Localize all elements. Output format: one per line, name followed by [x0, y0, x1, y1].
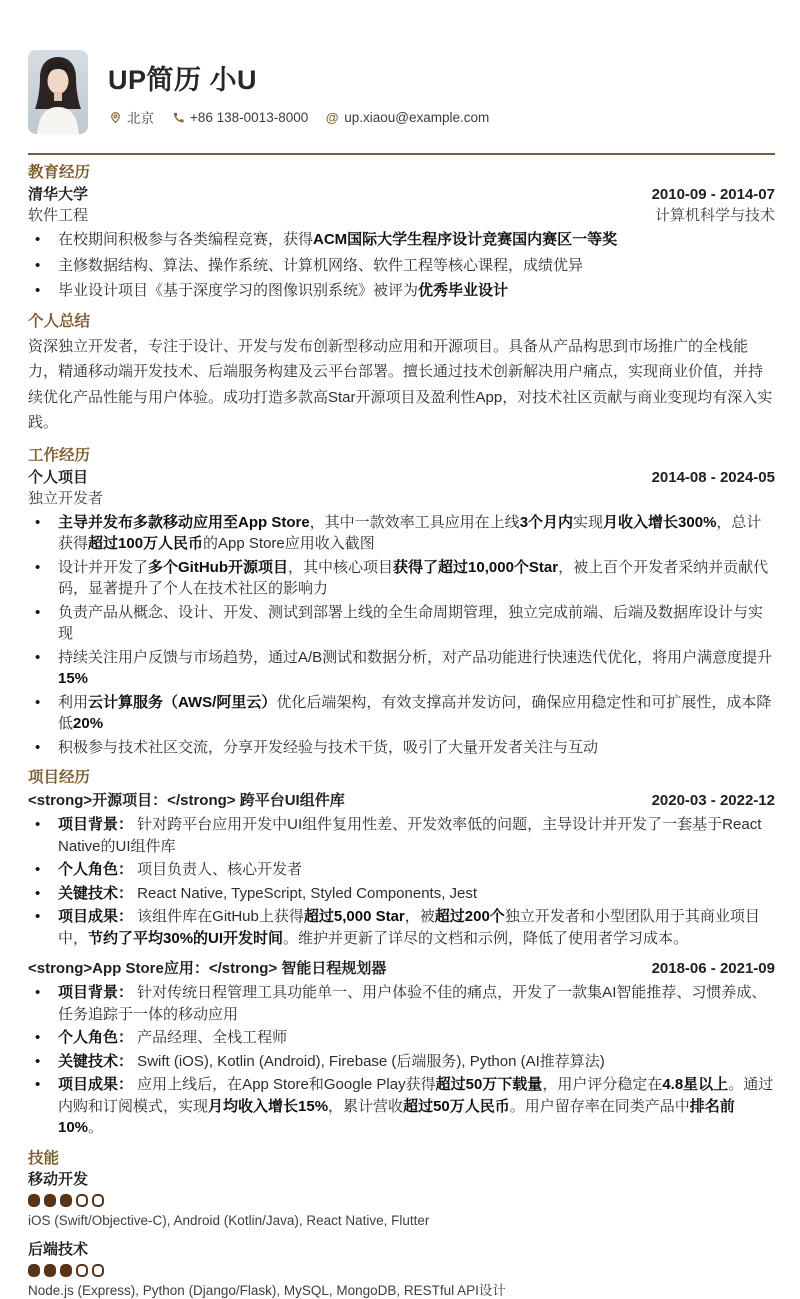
project-2-heading-row	[28, 959, 775, 978]
phone-text: +86 138-0013-8000	[190, 109, 309, 125]
project-1-heading: <strong>开源项目：</strong> 跨平台UI组件库	[28, 792, 345, 809]
bullet-item: • 在校期间积极参与各类编程竞赛，获得ACM国际大学生程序设计竞赛国内赛区一等奖	[28, 229, 775, 251]
skill-backend	[28, 1241, 775, 1299]
bullet-item: • 主修数据结构、算法、操作系统、计算机网络、软件工程等核心课程，成绩优异	[28, 255, 775, 277]
pin-icon	[108, 110, 122, 124]
skill-level-dots	[28, 1264, 775, 1277]
project-2-date: 2018-06 - 2021-09	[651, 960, 775, 977]
work-date: 2014-08 - 2024-05	[651, 468, 775, 486]
email-text: up.xiaou@example.com	[344, 109, 490, 125]
resume-header	[28, 50, 775, 134]
candidate-name: UP简历 小U	[108, 65, 258, 95]
education-sub-row	[28, 206, 775, 225]
work-bullets	[28, 512, 775, 759]
level-dot-empty	[76, 1264, 88, 1277]
project-2-heading: <strong>App Store应用：</strong> 智能日程规划器	[28, 960, 387, 977]
level-dot-filled	[28, 1264, 40, 1277]
location-text: 北京	[127, 111, 154, 126]
level-dot-empty	[92, 1194, 104, 1207]
contact-email	[325, 110, 489, 125]
project-1-bullets	[28, 814, 775, 949]
bullet-item: • 关键技术： Swift (iOS), Kotlin (Android), Firebase (后端服务), Python (AI推荐算法)	[28, 1051, 775, 1073]
work-sub-row	[28, 489, 775, 508]
section-title-education: 教育经历	[28, 164, 91, 181]
section-title-skills: 技能	[28, 1149, 60, 1167]
level-dot-filled	[44, 1194, 56, 1207]
phone-icon	[171, 110, 185, 124]
bullet-item: • 毕业设计项目《基于深度学习的图像识别系统》被评为优秀毕业设计	[28, 280, 775, 302]
level-dot-empty	[76, 1194, 88, 1207]
bullet-item: • 主导并发布多款移动应用至App Store，其中一款效率工具应用在上线3个月内实现月收入增长300%，总计获得超过100万人民币的App Store应用收入截图	[28, 512, 775, 555]
bullet-item: • 项目背景： 针对传统日程管理工具功能单一、用户体验不佳的痛点，开发了一款集AI智能推荐、习惯养成、任务追踪于一体的移动应用	[28, 982, 775, 1025]
major-name: 软件工程	[28, 207, 89, 224]
education-date: 2010-09 - 2014-07	[651, 186, 775, 203]
level-dot-empty	[92, 1264, 104, 1277]
project-1-date: 2020-03 - 2022-12	[651, 792, 775, 809]
section-title-projects: 项目经历	[28, 769, 91, 786]
contact-phone	[171, 110, 308, 125]
skill-detail: iOS (Swift/Objective-C), Android (Kotlin/Java), React Native, Flutter	[28, 1212, 430, 1228]
profile-photo	[28, 50, 88, 134]
degree-name: 计算机科学与技术	[654, 207, 775, 224]
project-2-bullets	[28, 982, 775, 1139]
skill-level-dots	[28, 1194, 775, 1207]
bullet-item: • 设计并开发了多个GitHub开源项目，其中核心项目获得了超过10,000个Star，被上百个开发者采纳并贡献代码，显著提升了个人在技术社区的影响力	[28, 557, 775, 600]
work-org: 独立开发者	[28, 489, 104, 507]
skill-detail: Node.js (Express), Python (Django/Flask), MySQL, MongoDB, RESTful API设计	[28, 1282, 506, 1298]
level-dot-filled	[44, 1264, 56, 1277]
bullet-item: • 个人角色： 产品经理、全栈工程师	[28, 1027, 775, 1049]
bullet-item: • 持续关注用户反馈与市场趋势，通过A/B测试和数据分析，对产品功能进行快速迭代优化，将用户满意度提升15%	[28, 647, 775, 690]
skill-name: 后端技术	[28, 1240, 89, 1258]
bullet-item: • 项目成果： 应用上线后，在App Store和Google Play获得超过50万下载量，用户评分稳定在4.8星以上。通过内购和订阅模式，实现月均收入增长15%，累计营收超过50万人民币。用户留存率在同类产品中排名前10%。	[28, 1074, 775, 1139]
work-role: 个人项目	[28, 468, 89, 486]
skill-mobile	[28, 1171, 775, 1229]
education-head-row	[28, 185, 775, 204]
contact-row	[108, 107, 489, 127]
bullet-item: • 个人角色： 项目负责人、核心开发者	[28, 859, 775, 881]
work-head-row	[28, 468, 775, 487]
school-name: 清华大学	[28, 186, 89, 203]
bullet-item: • 项目成果： 该组件库在GitHub上获得超过5,000 Star，被超过200个独立开发者和小型团队用于其商业项目中，节约了平均30%的UI开发时间。维护并更新了详尽的文档和示例，降低了使用者学习成本。	[28, 906, 775, 949]
bullet-item: • 利用云计算服务（AWS/阿里云）优化后端架构，有效支撑高并发访问，确保应用稳定性和可扩展性，成本降低20%	[28, 692, 775, 735]
skill-name: 移动开发	[28, 1170, 89, 1188]
level-dot-filled	[60, 1264, 72, 1277]
bullet-item: • 关键技术： React Native, TypeScript, Styled Components, Jest	[28, 883, 775, 905]
summary-text: 资深独立开发者，专注于设计、开发与发布创新型移动应用和开源项目。具备从产品构思到市场推广的全栈能力，精通移动端开发技术、后端服务构建及云平台部署。擅长通过技术创新解决用户痛点，实现商业价值，并持续优化产品性能与用户体验。成功打造多款高Star开源项目及盈利性App，对技术社区贡献与商业变现均有深入实践。	[28, 337, 773, 431]
bullet-item: • 项目背景： 针对跨平台应用开发中UI组件复用性差、开发效率低的问题，主导设计并开发了一套基于React Native的UI组件库	[28, 814, 775, 857]
bullet-item: • 积极参与技术社区交流，分享开发经验与技术干货，吸引了大量开发者关注与互动	[28, 737, 775, 759]
level-dot-filled	[28, 1194, 40, 1207]
contact-location	[108, 107, 154, 127]
at-icon: @	[325, 109, 339, 125]
project-1-heading-row	[28, 791, 775, 810]
education-bullets	[28, 229, 775, 302]
level-dot-filled	[60, 1194, 72, 1207]
section-title-summary: 个人总结	[28, 312, 91, 330]
header-text	[108, 50, 489, 127]
header-divider	[28, 153, 775, 155]
section-title-work: 工作经历	[28, 446, 91, 464]
bullet-item: • 负责产品从概念、设计、开发、测试到部署上线的全生命周期管理，独立完成前端、后端及数据库设计与实现	[28, 602, 775, 645]
